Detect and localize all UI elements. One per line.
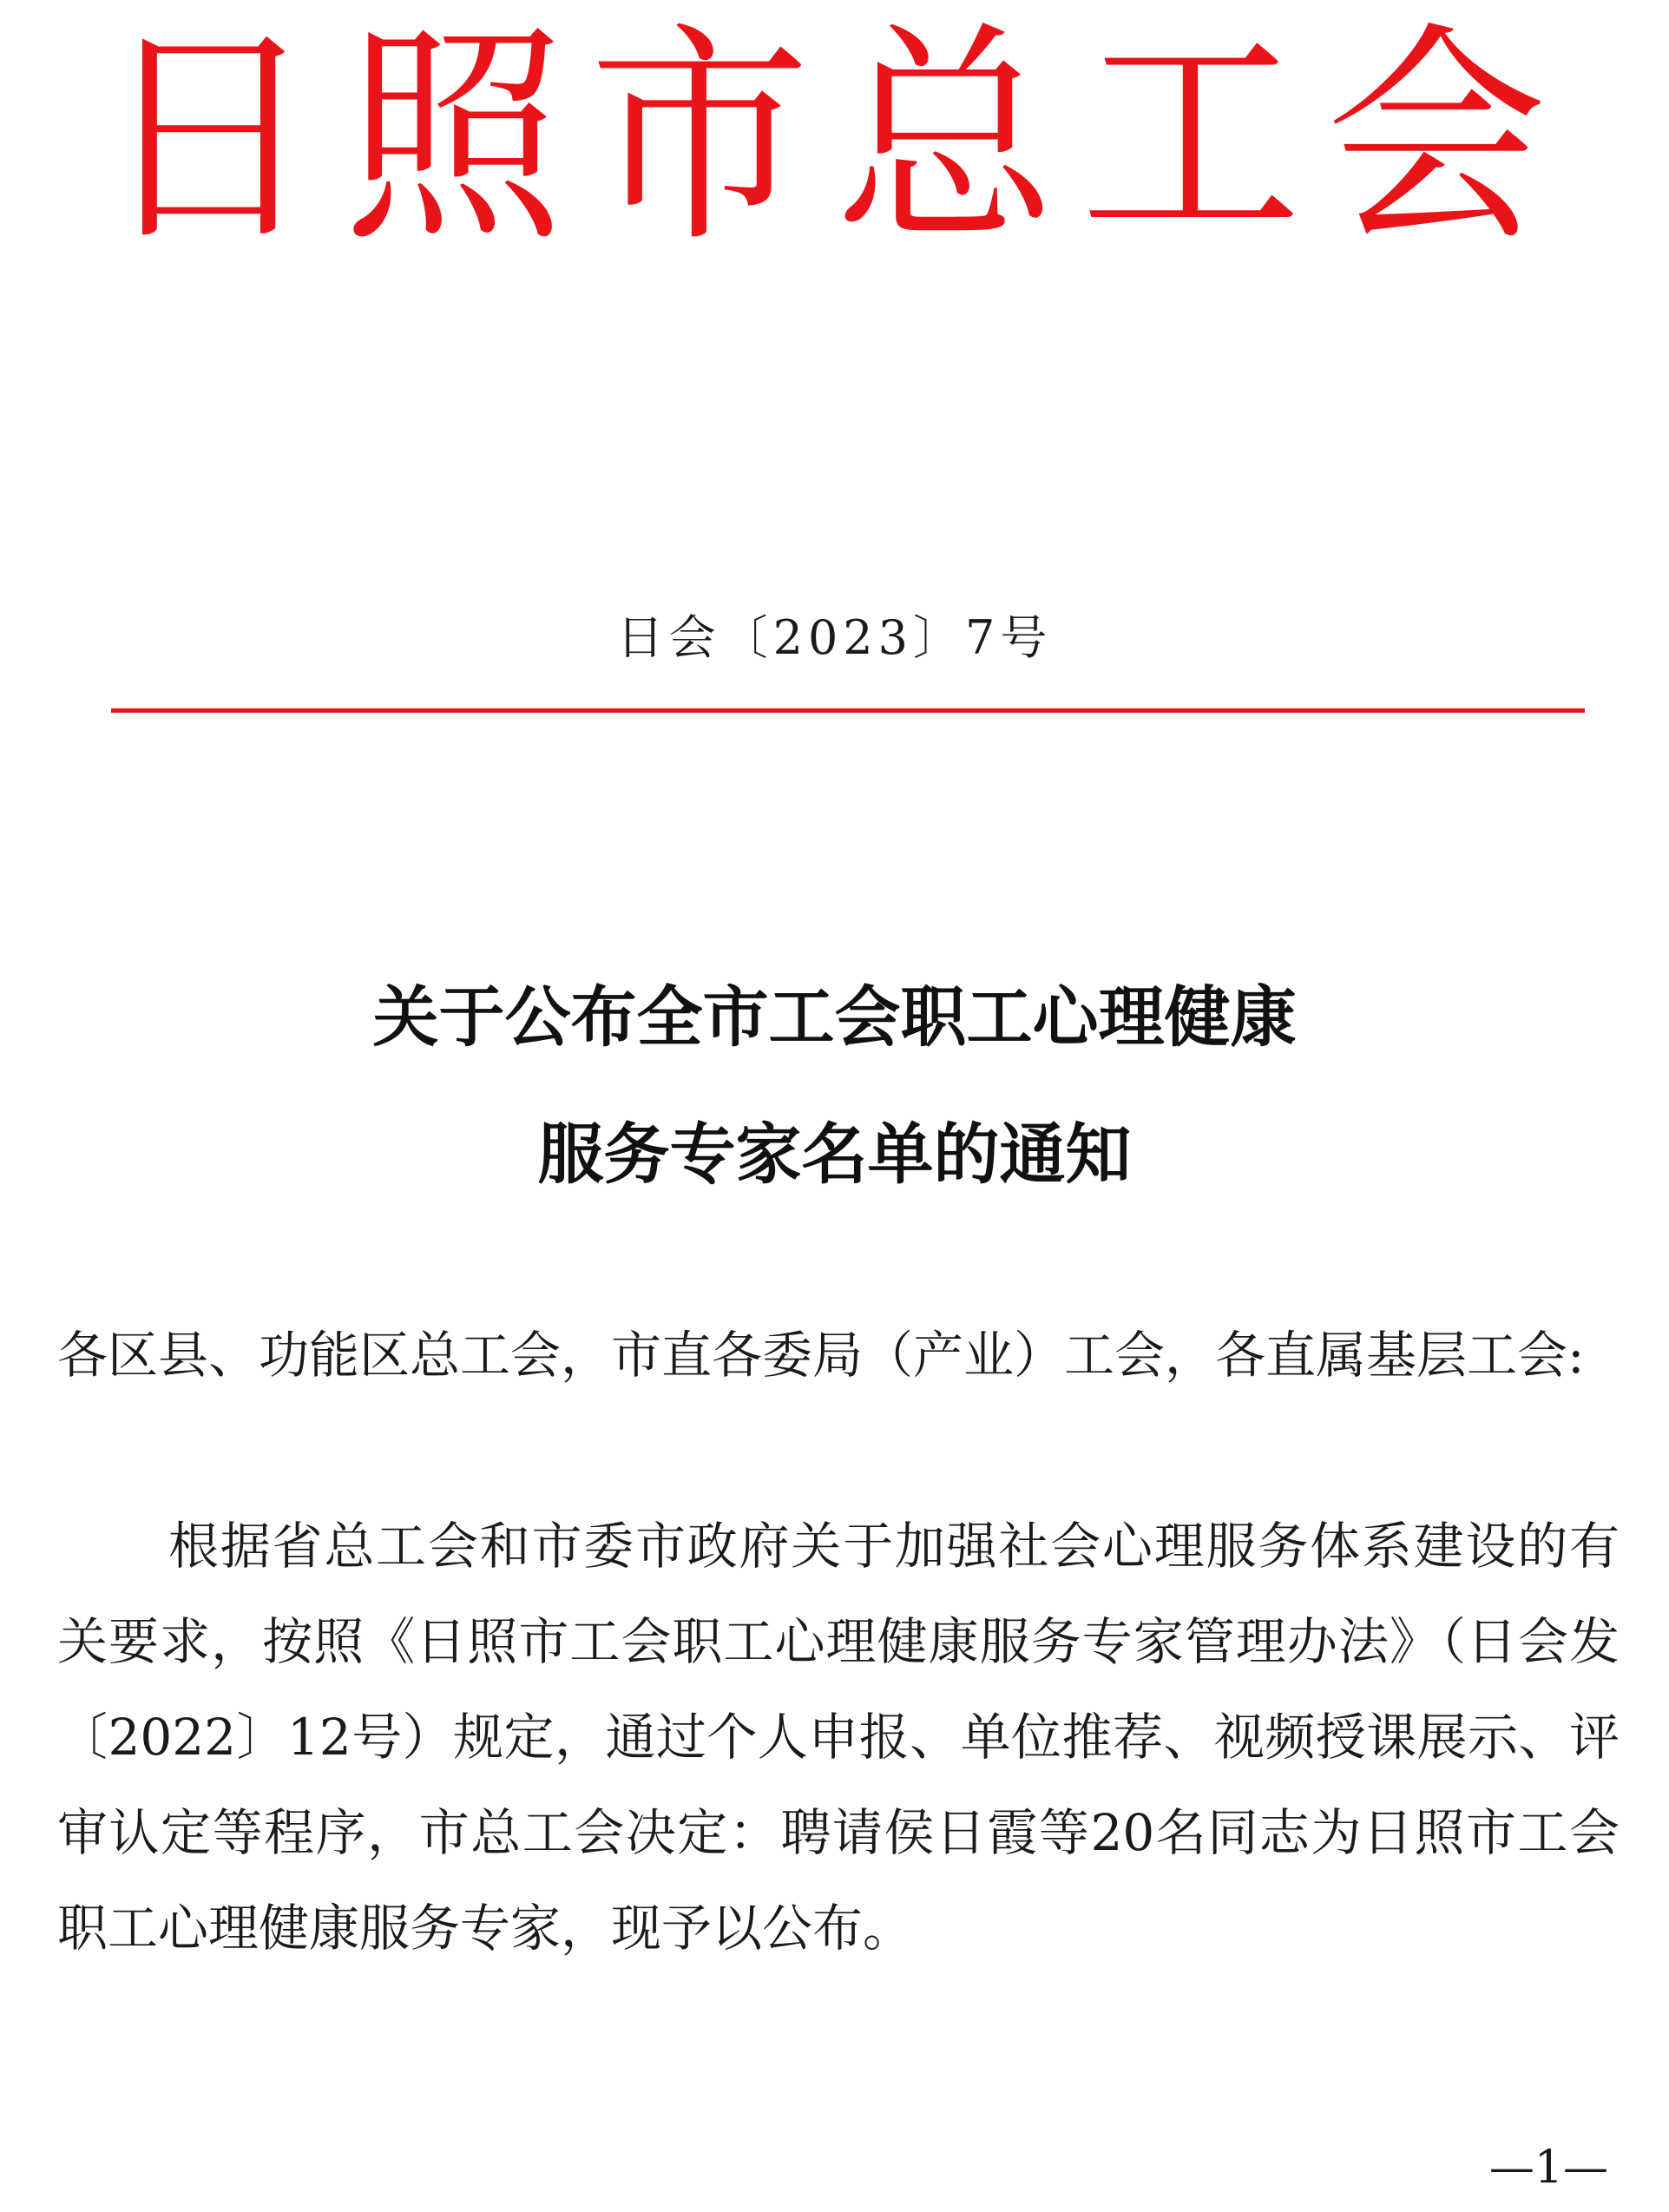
document-title-line-2: 服务专家名单的通知 [537,1116,1132,1193]
page-number: —1— [1488,2142,1608,2194]
masthead [0,0,1669,295]
document-number: 日会〔2023〕7号 [616,610,1053,665]
salutation: 各区县、功能区总工会，市直各委局（产业）工会，各直属基层工会: [57,1326,1585,1385]
document-title-line-1: 关于公布全市工会职工心理健康 [372,978,1297,1056]
body-paragraph: 根据省总工会和市委市政府关于加强社会心理服务体系建设的有关要求，按照《日照市工会职工心理健康服务专家管理办法》（日会发〔2022〕12号）规定，通过个人申报、单位推荐、视频授课展示、评审认定等程序，市总工会决定：聘请侯日霞等20名同志为日照市工会职工心理健康服务专家，现予以公布。 [57,1517,1620,1958]
masthead-organization-name: 日照市总工会 [97,3,1572,274]
red-divider-line [111,708,1585,713]
